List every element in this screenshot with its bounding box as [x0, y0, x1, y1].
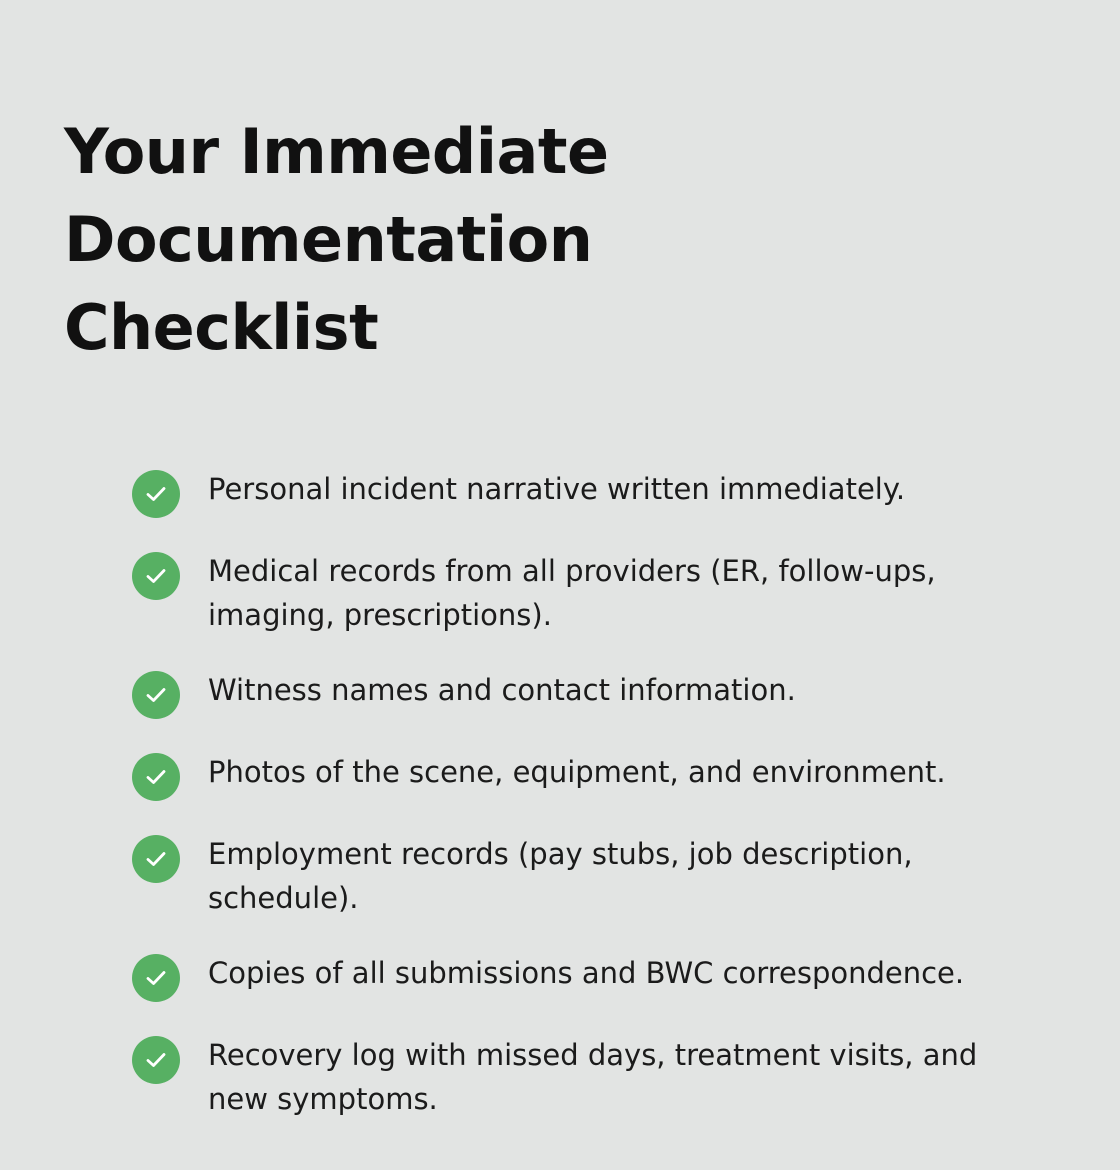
list-item-label: Copies of all submissions and BWC correspondence. [208, 956, 965, 991]
page-title: Your Immediate Documentation Checklist [64, 115, 609, 365]
check-circle-icon [132, 552, 180, 600]
list-item [132, 833, 1056, 920]
check-circle-icon [132, 671, 180, 719]
check-circle-icon [132, 835, 180, 883]
list-item-label: Witness names and contact information. [208, 673, 796, 708]
list-item-label: Personal incident narrative written immediately. [208, 472, 906, 507]
list-item [132, 669, 1056, 719]
check-circle-icon [132, 954, 180, 1002]
list-item [132, 1034, 1056, 1121]
list-item [132, 952, 1056, 1002]
list-item-label: Medical records from all providers (ER, follow-ups, imaging, prescriptions). [208, 554, 936, 632]
check-circle-icon [132, 1036, 180, 1084]
list-item [132, 751, 1056, 801]
list-item-label: Recovery log with missed days, treatment visits, and new symptoms. [208, 1038, 978, 1116]
list-item-label: Photos of the scene, equipment, and environment. [208, 755, 946, 790]
check-circle-icon [132, 753, 180, 801]
list-item [132, 468, 1056, 518]
list-item-label: Employment records (pay stubs, job description, schedule). [208, 837, 913, 915]
check-circle-icon [132, 470, 180, 518]
documentation-checklist [64, 468, 1056, 1121]
list-item [132, 550, 1056, 637]
